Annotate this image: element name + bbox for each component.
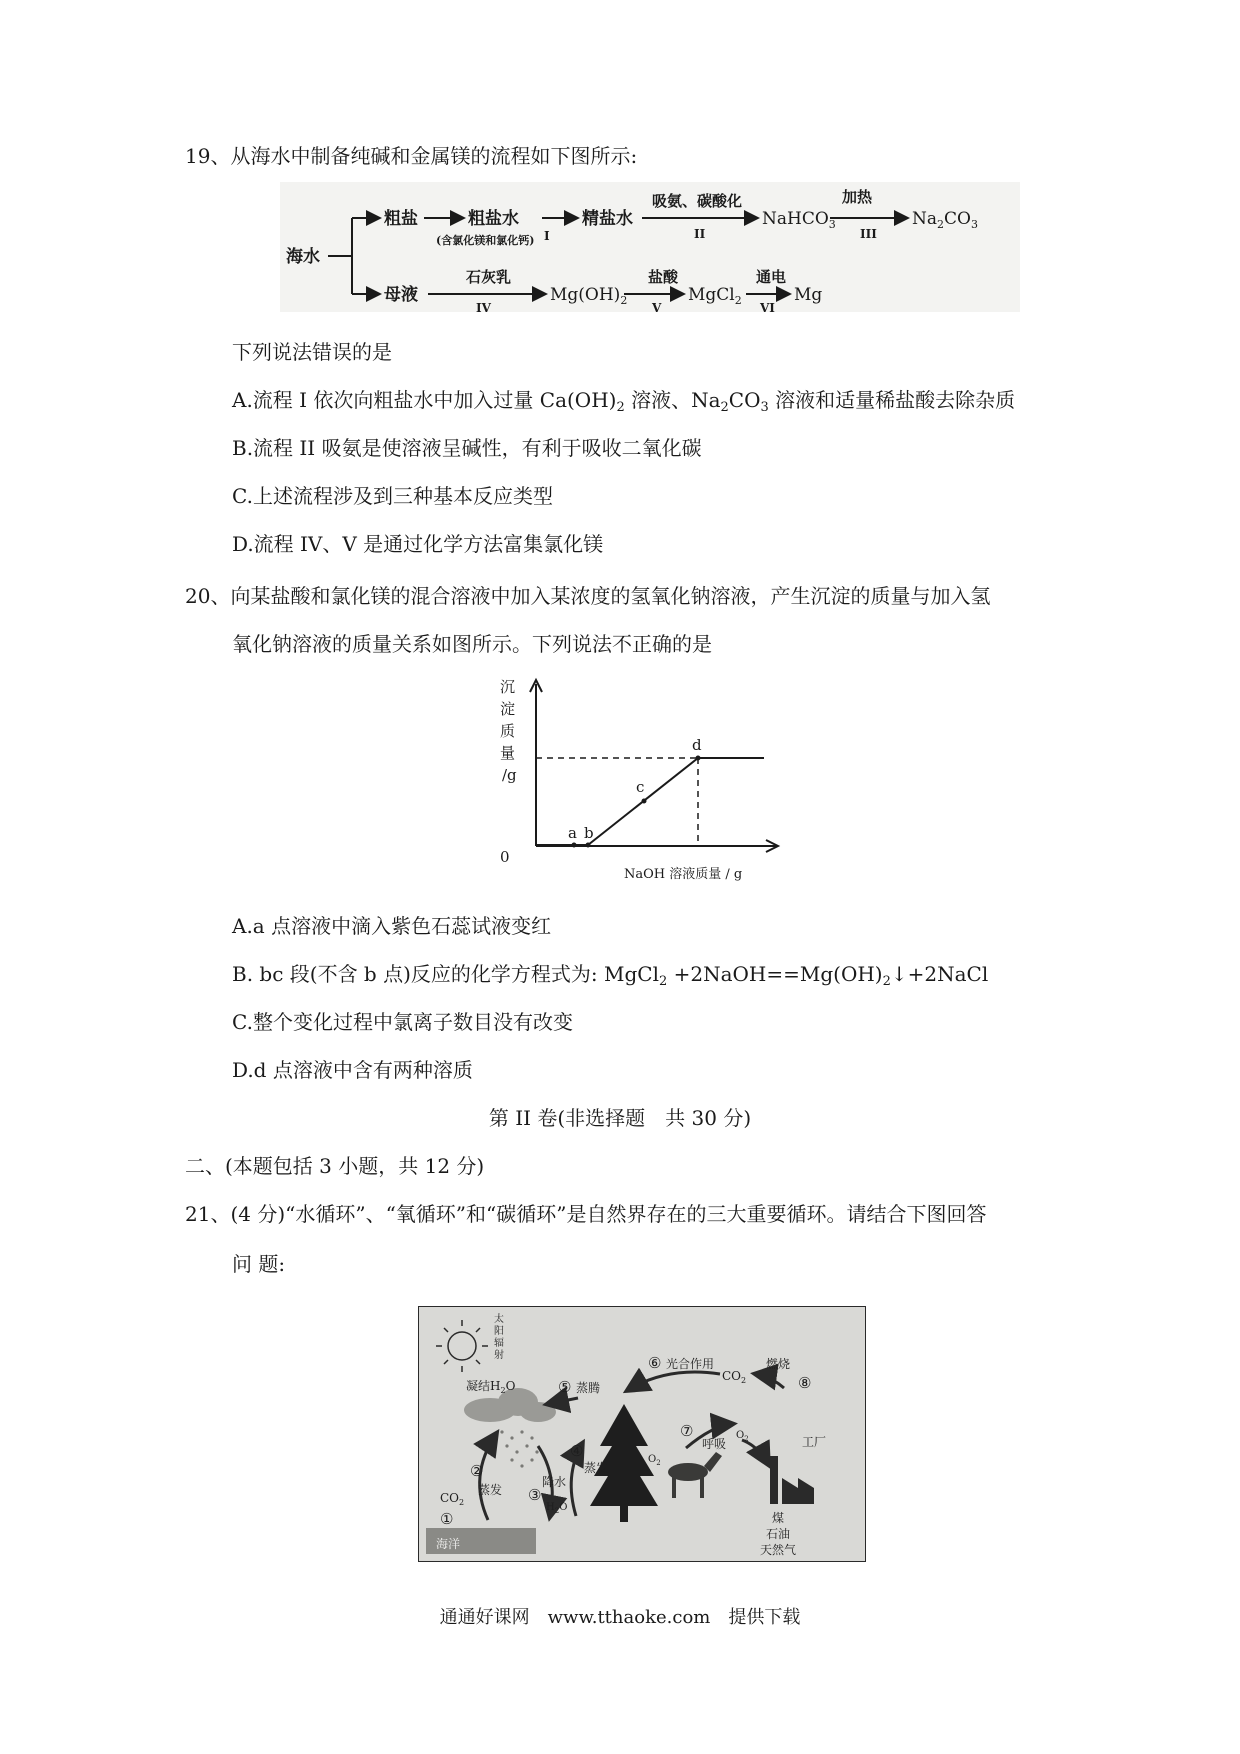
flow-mg: Mg (794, 285, 823, 305)
label-factory: 工厂 (802, 1435, 827, 1449)
q19-option-c: C.上述流程涉及到三种基本反应类型 (232, 484, 553, 508)
flow-start: 海水 (286, 247, 320, 267)
flow-step-3-label: 加热 (842, 188, 873, 206)
flow-mu-ye: 母液 (384, 285, 418, 305)
flow-step-3: III (860, 227, 877, 241)
label-co2-ocean: $CO_2$ (440, 1491, 465, 1507)
sun-label-1: 太 (494, 1314, 504, 1325)
label-fuel-1: 煤 (772, 1511, 785, 1525)
flow-step-1: I (544, 229, 550, 243)
figure-frame (418, 1306, 866, 1562)
label-breath: 呼吸 (702, 1437, 727, 1451)
graph-label-d: d (692, 736, 702, 754)
label-o2-animal: $O_2$ (648, 1454, 661, 1467)
label-transpire: 蒸腾 (576, 1381, 601, 1395)
flow-step-4: IV (476, 301, 491, 312)
graph-point-c (642, 799, 647, 804)
sun-label-4: 射 (494, 1350, 504, 1361)
label-n5: ⑤ (558, 1378, 572, 1396)
label-rain: 降水 (542, 1475, 567, 1489)
label-photosynthesis: 光合作用 (666, 1357, 715, 1371)
flow-cu-yan-shui: 粗盐水 (468, 209, 519, 229)
label-n3: ③ (528, 1486, 542, 1504)
q19-option-b: B.流程 II 吸氨是使溶液呈碱性，有利于吸收二氧化碳 (232, 436, 702, 460)
section-title: 第 II 卷(非选择题 共 30 分) (488, 1106, 752, 1130)
flow-na2co3: $Na_2CO_3$ (912, 209, 978, 231)
q21-stem-line-2: 问 题: (232, 1252, 286, 1276)
graph-point-d (696, 756, 701, 761)
graph-point-b (586, 843, 591, 848)
graph-point-a (572, 843, 577, 848)
label-condense: 凝结$H_2O$ (466, 1379, 516, 1395)
q20-option-a: A.a 点溶液中滴入紫色石蕊试液变红 (232, 914, 552, 938)
label-n6: ⑥ (648, 1354, 662, 1372)
flow-nahco3: NaHCO$_3$ (762, 209, 836, 231)
flow-step-5-label: 盐酸 (648, 268, 679, 286)
q19-prompt: 下列说法错误的是 (232, 340, 392, 364)
label-evaporate: 蒸发 (478, 1483, 503, 1497)
flow-step-2-label: 吸氨、碳酸化 (652, 192, 743, 210)
label-n4: ④ (570, 1442, 584, 1460)
q19-option-a: A.流程 I 依次向粗盐水中加入过量 $Ca(OH)_2$ 溶液、$Na_2CO_3$ 溶液和适量稀盐酸去除杂质 (232, 388, 1016, 415)
label-fuel-3: 天然气 (760, 1543, 797, 1557)
q19-stem: 19、从海水中制备纯碱和金属镁的流程如下图所示: (185, 144, 638, 168)
label-co2-air: $CO_2$ (722, 1369, 747, 1385)
label-ocean: 海洋 (436, 1537, 461, 1551)
page-footer: 通通好课网 www.tthaoke.com 提供下载 (439, 1607, 801, 1628)
part-two-heading: 二、(本题包括 3 小题，共 12 分) (185, 1154, 485, 1178)
flow-mgcl2: MgCl$_2$ (688, 285, 742, 307)
flow-step-5: V (652, 301, 662, 312)
graph-label-c: c (636, 778, 645, 796)
q20-option-b: B. bc 段(不含 b 点)反应的化学方程式为: MgCl$_2$ $+2NaOH==Mg(OH)_2↓+2NaCl$ (232, 962, 989, 989)
label-o2-factory: $O_2$ (736, 1430, 749, 1443)
label-n7: ⑦ (680, 1422, 694, 1440)
flow-step-6: VI (760, 301, 775, 312)
label-evaporate-2: 蒸发 (584, 1461, 609, 1475)
flow-step-6-label: 通电 (756, 268, 787, 286)
q19-flow-diagram (280, 182, 1020, 312)
label-burn: 燃烧 (766, 1357, 791, 1371)
sun-label-3: 辐 (494, 1338, 504, 1349)
q19-option-d: D.流程 IV、V 是通过化学方法富集氯化镁 (232, 532, 604, 556)
label-n8: ⑧ (798, 1374, 812, 1392)
graph-xlabel: NaOH 溶液质量 / g (624, 867, 743, 882)
flow-jing-yan-shui: 精盐水 (582, 209, 633, 229)
label-fuel-2: 石油 (766, 1527, 791, 1541)
graph-ylabel-5: /g (502, 766, 517, 784)
q20-option-d: D.d 点溶液中含有两种溶质 (232, 1058, 473, 1082)
graph-ylabel-2: 淀 (500, 700, 516, 718)
graph-ylabel-1: 沉 (500, 678, 516, 696)
label-rain-h2o: $H_2O$ (546, 1502, 568, 1515)
flow-mgoh2: $Mg(OH)_2$ (550, 285, 628, 307)
label-n2: ② (470, 1462, 484, 1480)
q20-graph (496, 674, 796, 884)
q20-option-c: C.整个变化过程中氯离子数目没有改变 (232, 1010, 573, 1034)
sun-label-2: 阳 (494, 1326, 504, 1337)
graph-origin: 0 (500, 848, 510, 866)
graph-ylabel-3: 质 (500, 722, 516, 740)
label-n1: ① (440, 1510, 454, 1528)
flow-step-4-label: 石灰乳 (466, 268, 512, 286)
graph-label-a: a (568, 824, 577, 842)
graph-label-b: b (584, 824, 594, 842)
q20-stem-line-2: 氧化钠溶液的质量关系如图所示。下列说法不正确的是 (232, 632, 712, 656)
q20-stem-line-1: 20、向某盐酸和氯化镁的混合溶液中加入某浓度的氢氧化钠溶液，产生沉淀的质量与加入氢 (185, 584, 991, 608)
graph-ylabel-4: 量 (500, 744, 516, 762)
flow-step-2: II (694, 227, 706, 241)
q21-stem-line-1: 21、(4 分)“水循环”、“氧循环”和“碳循环”是自然界存在的三大重要循环。请结合下图回答 (185, 1202, 987, 1226)
q21-cycle-figure (418, 1306, 866, 1562)
flow-cu-yan-shui-note: (含氯化镁和氯化钙) (436, 234, 535, 247)
flow-cu-yan: 粗盐 (384, 209, 418, 229)
